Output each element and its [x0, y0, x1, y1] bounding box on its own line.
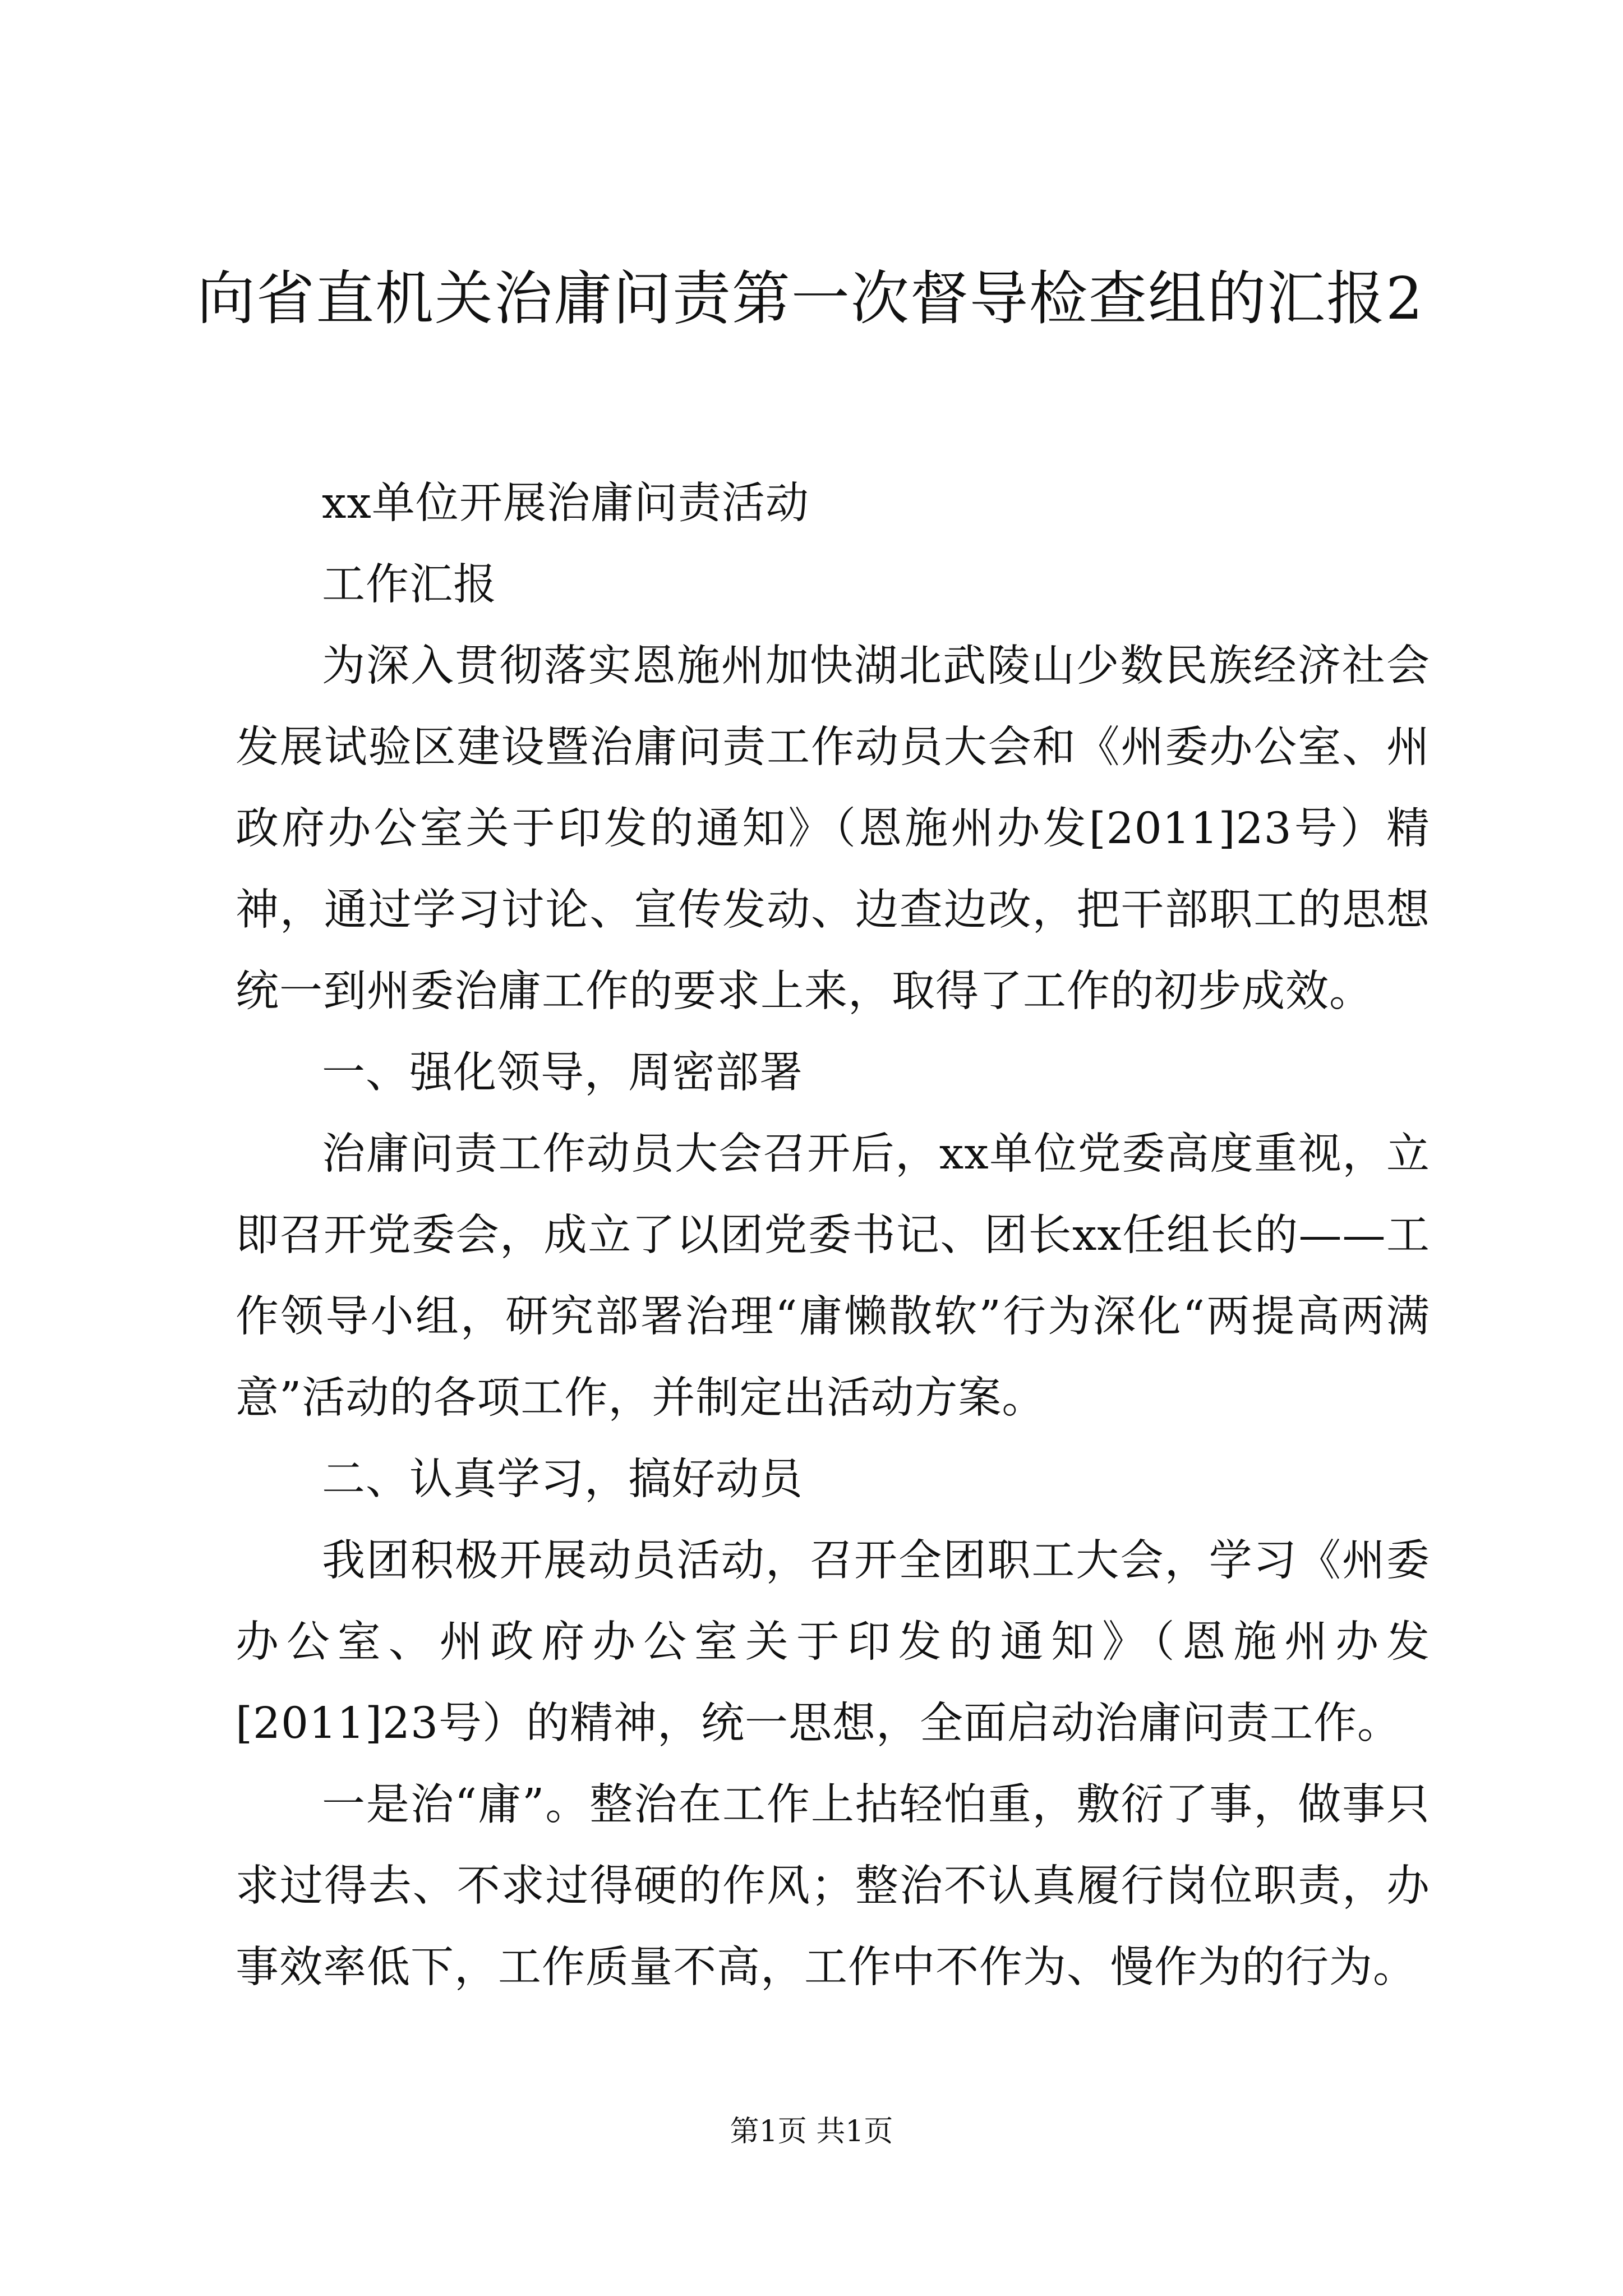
paragraph-introduction: 为深入贯彻落实恩施州加快湖北武陵山少数民族经济社会发展试验区建设暨治庸问责工作动员大会和《州委办公室、州政府办公室关于印发的通知》（恩施州办发[2011]23号）精神，通过学习讨论、宣传发动、边查边改，把干部职工的思想统一到州委治庸工作的要求上来，取得了工作的初步成效。 [236, 641, 1430, 1016]
paragraph-mobilization: 我团积极开展动员活动，召开全团职工大会，学习《州委办公室、州政府办公室关于印发的通知》（恩施州办发[2011]23号）的精神，统一思想，全面启动治庸问责工作。 [236, 1536, 1430, 1749]
section-heading-1: 一、强化领导，周密部署 [322, 1048, 803, 1098]
paragraph-work-report: 工作汇报 [322, 560, 497, 610]
paragraph-unit-activity: xx单位开展治庸问责活动 [322, 478, 809, 528]
paragraph-rectify-mediocrity: 一是治“庸”。整治在工作上拈轻怕重，敷衍了事，做事只求过得去、不求过得硬的作风；整治不认真履行岗位职责，办事效率低下，工作质量不高，工作中不作为、慢作为的行为。 [236, 1780, 1430, 1993]
section-heading-2: 二、认真学习，搞好动员 [322, 1455, 803, 1504]
document-body [236, 463, 1430, 2008]
page-footer: 第1页 共1页 [730, 2115, 893, 2148]
paragraph-leadership: 治庸问责工作动员大会召开后，xx单位党委高度重视，立即召开党委会，成立了以团党委书记、团长xx任组长的——工作领导小组，研究部署治理“庸懒散软”行为深化“两提高两满意”活动的各项工作，并制定出活动方案。 [236, 1129, 1430, 1423]
document-title: 向省直机关治庸问责第一次督导检查组的汇报2 [196, 264, 1424, 333]
